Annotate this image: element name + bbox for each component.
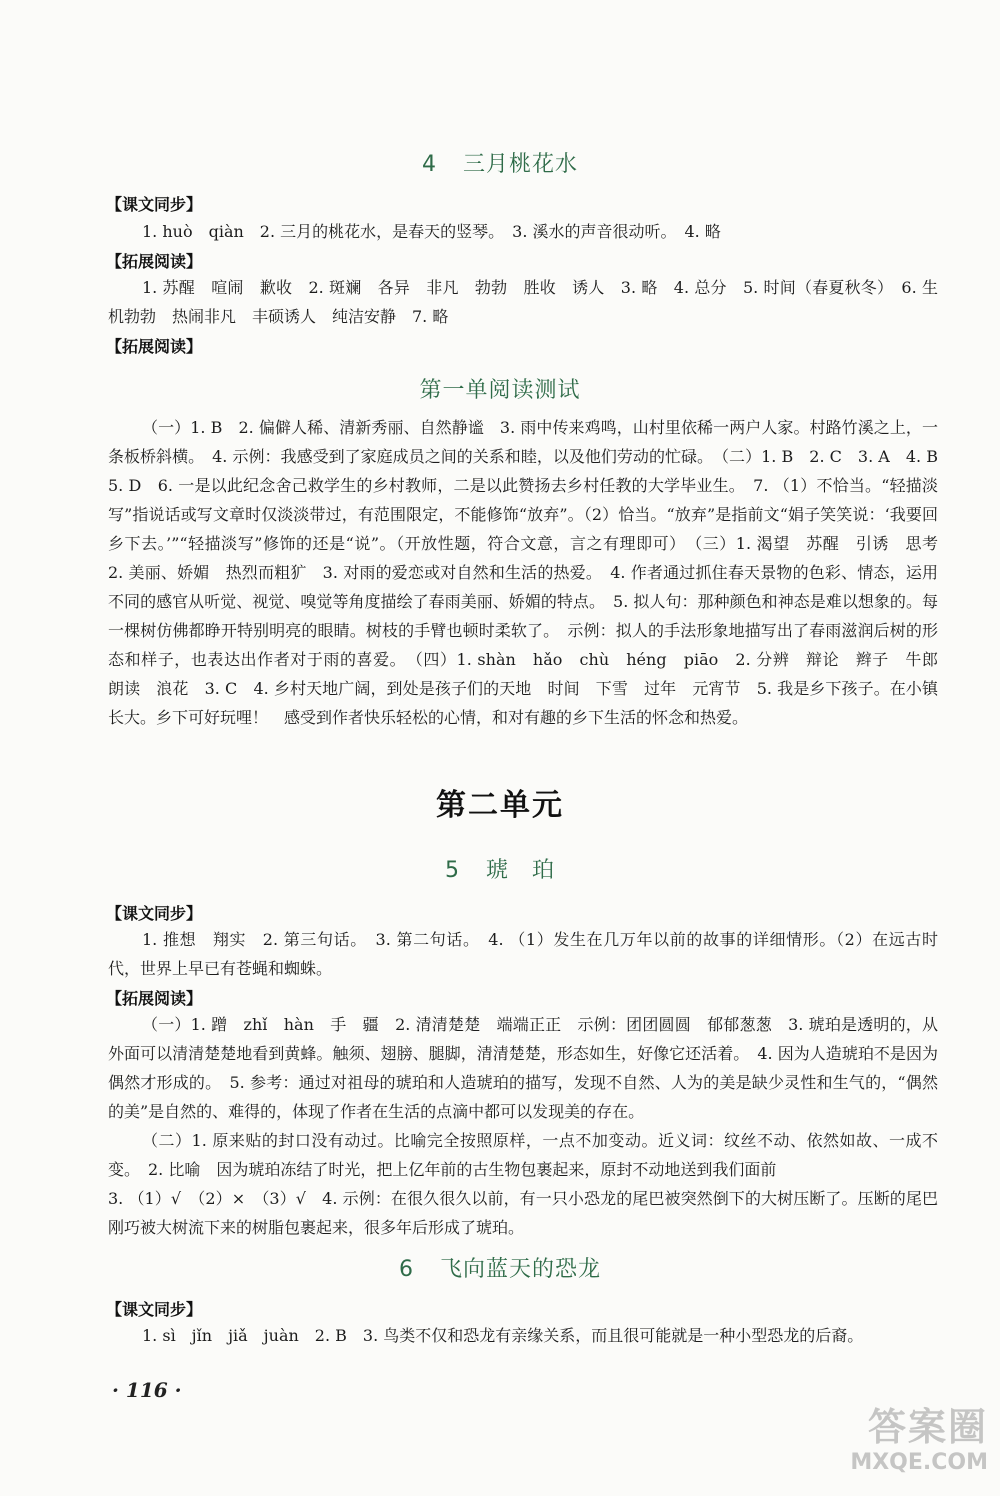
lesson-4-title: 三月桃花水 — [462, 152, 578, 177]
lesson-6-sync-answers — [108, 1321, 938, 1350]
watermark — [812, 1404, 988, 1488]
lesson-4-sync-answers — [108, 217, 938, 246]
lesson-6-title: 飞向蓝天的恐龙 — [439, 1257, 601, 1282]
lesson-6-number: 6 — [398, 1257, 414, 1282]
watermark-logo: 答案圈 — [867, 1405, 988, 1449]
lesson-5-heading — [0, 853, 1000, 884]
section-label-reading-2: 【拓展阅读】 — [106, 337, 203, 356]
watermark-site: MXQE.COM — [850, 1450, 988, 1475]
answer-text: 1. sì jǐn jiǎ juàn 2. B 3. 鸟类不仅和恐龙有亲缘关系，而且很可能就是一种小型恐龙的后裔。 — [142, 1326, 864, 1345]
section-label-sync: 【课文同步】 — [106, 1300, 203, 1319]
unit-2-heading: 第二单元 — [436, 788, 564, 823]
lesson-6-heading — [0, 1252, 1000, 1283]
lesson-4-number: 4 — [421, 152, 437, 177]
lesson-4-heading — [0, 147, 1000, 178]
section-label-reading: 【拓展阅读】 — [106, 989, 203, 1008]
page-number: · 116 · — [112, 1378, 182, 1402]
answer-text: （一）1. 蹭 zhǐ hàn 手 疆 2. 清清楚楚 端端正正 示例：团团圆圆 郁郁葱葱 3. 琥珀是透明的，从外面可以清清楚楚地看到黄蜂。触须、翅膀、腿脚，清清楚楚，形态如生，好像它还活着。 4. 因为人造琥珀不是因为偶然才形成的。 5. 参考：通过对祖母的琥珀和人造琥珀的描写，发现不自然、人为的美是缺少灵性和生气的，“偶然的美”是自然的、难得的，体现了作者在生活的点滴中都可以发现美的存在。 — [108, 1015, 938, 1121]
answer-text: （一）1. B 2. 偏僻人稀、清新秀丽、自然静谧 3. 雨中传来鸡鸣，山村里依稀一两户人家。村路竹溪之上，一条板桥斜横。 4. 示例：我感受到了家庭成员之间的关系和睦，以及他们劳动的忙碌。 （二）1. B 2. C 3. A 4. B 5. D 6. 一是以此纪念舍己救学生的乡村教师，二是以此赞扬去乡村任教的大学毕业生。 7. （1）不恰当。“轻描淡写”指说话或写文章时仅淡淡带过，有范围限定，不能修饰“放弃”。（2）恰当。“放弃”是指前文“娟子笑笑说：‘我要回乡下去。’”“轻描淡写”修饰的还是“说”。（开放性题，符合文意，言之有理即可） （三）1. 渴望 苏醒 引诱 思考 2. 美丽、娇媚 热烈而粗犷 3. 对雨的爱恋或对自然和生活的热爱。 4. 作者通过抓住春天景物的色彩、情态，运用不同的感官从听觉、视觉、嗅觉等角度描绘了春雨美丽、娇媚的特点。 5. 拟人句：那种颜色和神态是难以想象的。每一棵树仿佛都睁开特别明亮的眼睛。树枝的手臂也顿时柔软了。 示例：拟人的手法形象地描写出了春雨滋润后树的形态和样子，也表达出作者对于雨的喜爱。 （四）1. shàn hǎo chù héng piāo 2. 分辨 辩论 辫子 牛郎 朗读 浪花 3. C 4. 乡村天地广阔，到处是孩子们的天地 时间 下雪 过年 元宵节 5. 我是乡下孩子。在小镇长大。乡下可好玩哩！ 感受到作者快乐轻松的心情，和对有趣的乡下生活的怀念和热爱。 — [108, 418, 955, 727]
unit-1-test-answers — [108, 413, 955, 732]
lesson-5-reading-answers — [108, 1010, 938, 1242]
answer-text: （二）1. 原来贴的封口没有动过。比喻完全按照原样，一点不加变动。近义词：纹丝不动、依然如故、一成不变。 2. 比喻 因为琥珀冻结了时光，把上亿年前的古生物包裹起来，原封不动地送到我们面前 — [108, 1131, 938, 1179]
lesson-5-number: 5 — [444, 858, 460, 883]
lesson-5-sync-answers — [108, 925, 938, 983]
section-label-reading: 【拓展阅读】 — [106, 252, 203, 271]
section-label-sync: 【课文同步】 — [106, 195, 203, 214]
lesson-4-reading-answers — [108, 273, 938, 331]
lesson-5-title: 琥 珀 — [485, 858, 555, 883]
unit-1-test-heading: 第一单阅读测试 — [419, 378, 581, 403]
answer-text: 1. 苏醒 喧闹 歉收 2. 斑斓 各异 非凡 勃勃 胜收 诱人 3. 略 4. 总分 5. 时间（春夏秋冬） 6. 生机勃勃 热闹非凡 丰硕诱人 纯洁安静 7. 略 — [108, 278, 938, 326]
answer-text: 1. 推想 翔实 2. 第三句话。 3. 第二句话。 4. （1）发生在几万年以前的故事的详细情形。（2）在远古时代，世界上早已有苍蝇和蜘蛛。 — [108, 930, 938, 978]
answer-text: 3. （1）√ （2）× （3）√ 4. 示例：在很久很久以前，有一只小恐龙的尾巴被突然倒下的大树压断了。压断的尾巴刚巧被大树流下来的树脂包裹起来，很多年后形成了琥珀。 — [108, 1189, 938, 1237]
section-label-sync: 【课文同步】 — [106, 904, 203, 923]
answer-text: 1. huò qiàn 2. 三月的桃花水，是春天的竖琴。 3. 溪水的声音很动听。 4. 略 — [142, 222, 721, 241]
